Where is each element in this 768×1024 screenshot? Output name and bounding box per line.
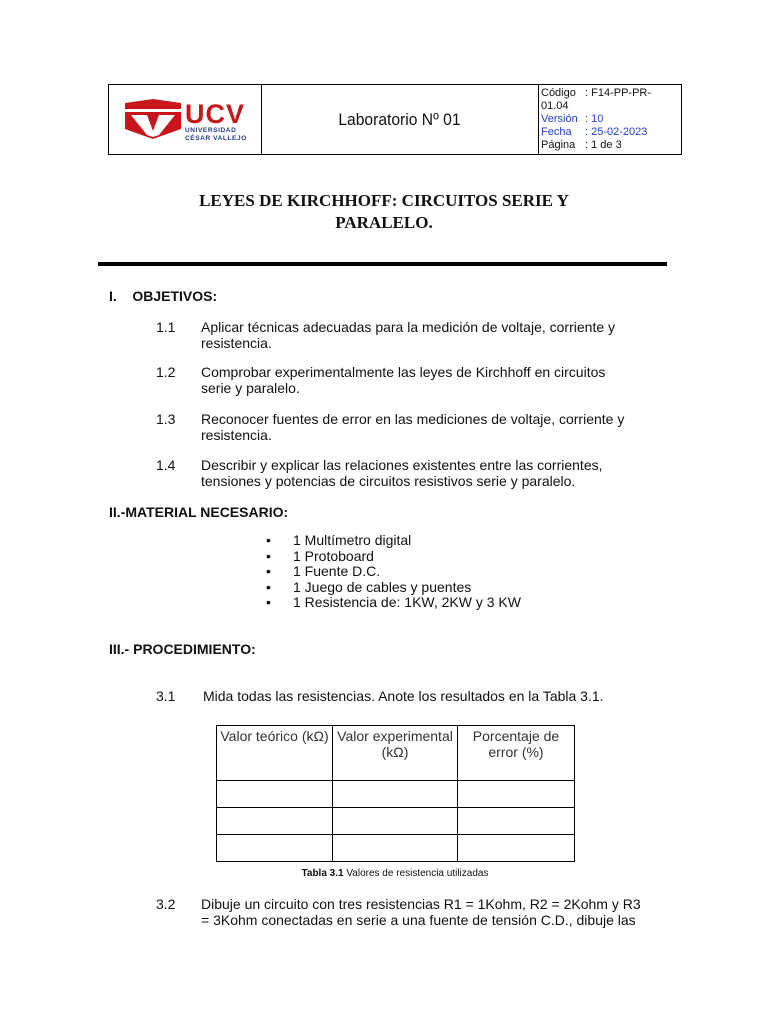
table-header-row xyxy=(217,726,575,781)
logo-brand: UCV xyxy=(185,99,246,129)
title-divider xyxy=(98,262,667,266)
material-list xyxy=(266,533,521,611)
meta-pagina: Página : 1 de 3 xyxy=(541,139,622,151)
document-meta xyxy=(538,85,683,154)
list-item: • 1 Juego de cables y puentes xyxy=(266,580,521,596)
table-row xyxy=(217,781,575,808)
table-caption-text: Valores de resistencia utilizadas xyxy=(343,868,489,879)
table-cell[interactable] xyxy=(217,808,333,835)
resistance-table xyxy=(216,725,575,862)
section-material-heading: II.-MATERIAL NECESARIO: xyxy=(109,504,289,520)
table-caption-label: Tabla 3.1 xyxy=(301,868,344,879)
logo-cell xyxy=(109,85,262,154)
table-row xyxy=(217,835,575,862)
logo-subtitle-1: UNIVERSIDAD xyxy=(185,127,237,134)
table-cell[interactable] xyxy=(458,781,575,808)
table-header-cell: Valor experimental (kΩ) xyxy=(333,726,458,781)
table-cell[interactable] xyxy=(333,781,458,808)
table-cell[interactable] xyxy=(217,835,333,862)
meta-fecha: Fecha : 25-02-2023 xyxy=(541,126,648,138)
list-item: • 1 Resistencia de: 1KW, 2KW y 3 KW xyxy=(266,595,521,611)
table-cell[interactable] xyxy=(217,781,333,808)
table-cell[interactable] xyxy=(458,835,575,862)
list-item: • 1 Multímetro digital xyxy=(266,533,521,549)
meta-codigo: Código : F14-PP-PR- xyxy=(541,87,652,99)
section-objetivos-heading: I. OBJETIVOS: xyxy=(109,288,218,304)
document-title xyxy=(100,190,668,234)
ucv-shield-logo-icon xyxy=(123,99,183,139)
lab-title: Laboratorio Nº 01 xyxy=(338,109,461,129)
table-caption xyxy=(216,868,574,879)
list-item: • 1 Fuente D.C. xyxy=(266,564,521,580)
section-procedimiento-heading: III.- PROCEDIMIENTO: xyxy=(109,641,256,657)
table-cell[interactable] xyxy=(458,808,575,835)
logo-subtitle-2: CÉSAR VALLEJO xyxy=(185,135,247,142)
list-item: • 1 Protoboard xyxy=(266,549,521,565)
table-cell[interactable] xyxy=(333,835,458,862)
meta-codigo-cont: 01.04 xyxy=(541,100,569,112)
document-header-table xyxy=(108,84,682,155)
table-header-cell: Porcentaje de error (%) xyxy=(458,726,575,781)
lab-title-cell xyxy=(261,85,539,154)
document-title-line-1: LEYES DE KIRCHHOFF: CIRCUITOS SERIE Y xyxy=(199,191,569,210)
meta-version: Versión : 10 xyxy=(541,113,604,125)
table-header-cell: Valor teórico (kΩ) xyxy=(217,726,333,781)
logo-wordmark xyxy=(185,101,247,143)
document-title-line-2: PARALELO. xyxy=(335,213,433,232)
table-row xyxy=(217,808,575,835)
table-cell[interactable] xyxy=(333,808,458,835)
